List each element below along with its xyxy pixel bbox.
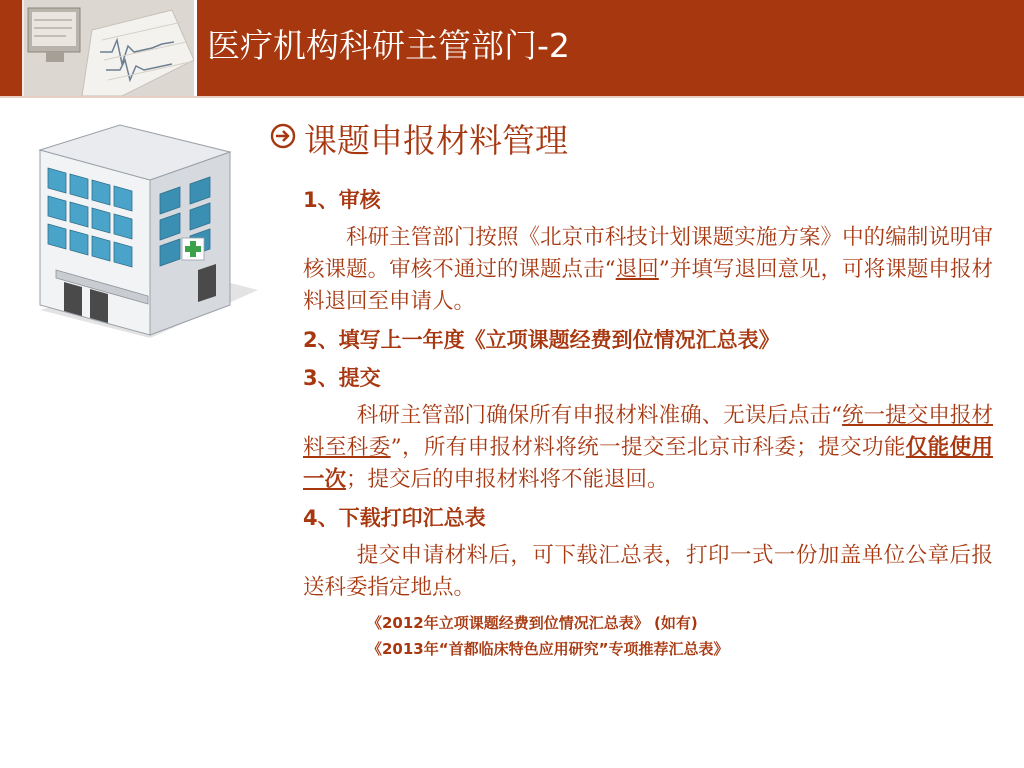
- step-1-text-a: 科研主管部门按照《北京市科技计划课题实施方案》中的编制说明审核课题。审核不通过的课题点击“: [303, 225, 993, 282]
- return-link[interactable]: 退回: [615, 257, 659, 282]
- header-photo-divider: [22, 0, 24, 96]
- note-2013-recommendation-table: 《2013年“首都临床特色应用研究”专项推荐汇总表》: [367, 640, 729, 658]
- step-3-paragraph: [303, 400, 993, 496]
- section-heading: [270, 118, 568, 164]
- circled-arrow-right-icon: [270, 118, 300, 164]
- header-left-strip: [0, 0, 22, 96]
- header-bar: [0, 0, 1024, 96]
- step-1-paragraph: [303, 222, 993, 318]
- medical-records-photo-icon: [22, 0, 194, 96]
- only-once-emphasis: 仅能使用一次: [303, 435, 993, 492]
- unified-submit-link[interactable]: 统一提交申报材料至科委: [303, 403, 993, 460]
- content-body: [303, 184, 993, 662]
- step-4-title: 4、下载打印汇总表: [303, 506, 486, 530]
- step-3-text-b: ”，所有申报材料将统一提交至北京市科委；提交功能: [390, 435, 906, 460]
- header-photo-medical-records: [22, 0, 194, 96]
- step-1-title: 1、审核: [303, 188, 381, 212]
- step-3-text-c: ；提交后的申报材料将不能退回。: [346, 467, 669, 492]
- section-heading-text: 课题申报材料管理: [304, 121, 568, 160]
- step-3-title: 3、提交: [303, 366, 381, 390]
- step-3-text-a: 科研主管部门确保所有申报材料准确、无误后点击“: [356, 403, 843, 428]
- page-title: 医疗机构科研主管部门-2: [207, 26, 570, 65]
- step-4-paragraph: 提交申请材料后，可下载汇总表，打印一式一份加盖单位公章后报送科委指定地点。: [303, 543, 993, 600]
- step-2-title: 2、填写上一年度《立项课题经费到位情况汇总表》: [303, 328, 780, 352]
- header-rule: [0, 96, 1024, 98]
- step-1-text-b: ”并填写退回意见，可将课题申报材料退回至申请人。: [303, 257, 993, 314]
- header-photo-edge: [194, 0, 197, 96]
- note-2012-summary-table: 《2012年立项课题经费到位情况汇总表》 (如有): [367, 614, 698, 632]
- hospital-building-icon: [30, 120, 260, 345]
